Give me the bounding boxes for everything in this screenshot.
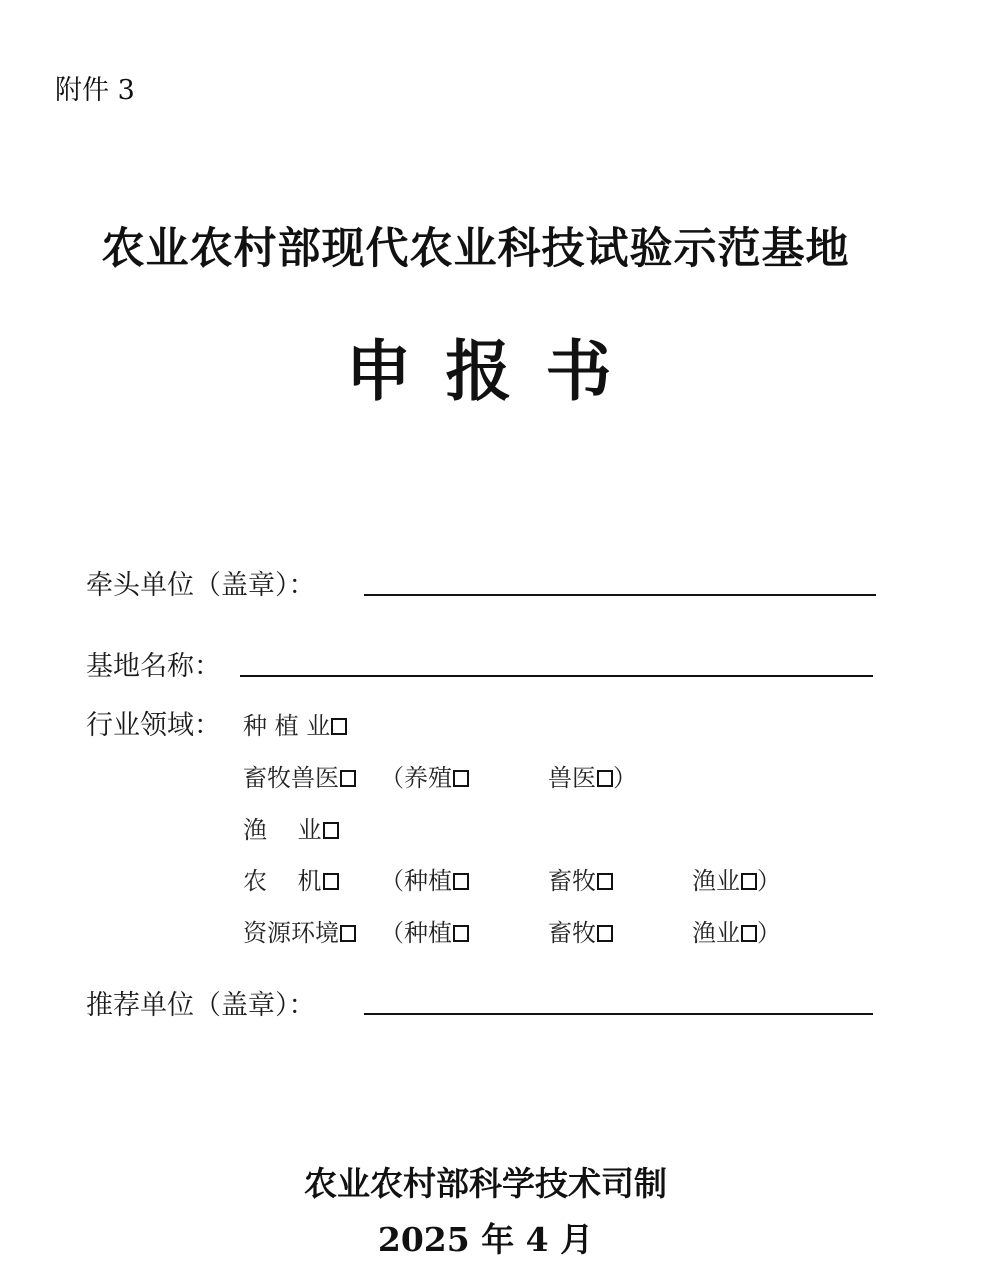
livestock-close-paren: ） xyxy=(613,764,637,792)
fishery-checkbox[interactable] xyxy=(323,822,339,839)
option-resources-env-livestock[interactable] xyxy=(548,913,613,948)
industry-label: 行业领域： xyxy=(86,710,221,741)
agri-machinery-fishery-checkbox[interactable] xyxy=(741,873,757,890)
resources-env-fishery-label: 渔业 xyxy=(692,919,740,947)
document-title: 农业农村部现代农业科技试验示范基地 xyxy=(101,224,850,274)
resources-env-checkbox[interactable] xyxy=(340,925,356,942)
option-livestock-label: 畜牧兽医 xyxy=(243,764,339,792)
attachment-label: 附件 3 xyxy=(55,75,135,106)
planting-checkbox[interactable] xyxy=(331,718,347,735)
option-agri-machinery-label: 农 机 xyxy=(243,867,322,895)
resources-env-fishery-checkbox[interactable] xyxy=(741,925,757,942)
agri-machinery-fishery-label: 渔业 xyxy=(692,867,740,895)
lead-unit-field[interactable] xyxy=(364,594,876,596)
agri-machinery-livestock-checkbox[interactable] xyxy=(597,873,613,890)
recommend-unit-field[interactable] xyxy=(364,1013,873,1015)
resources-env-close-paren: ） xyxy=(757,919,781,947)
option-resources-env-planting[interactable] xyxy=(380,913,469,948)
recommend-unit-label: 推荐单位（盖章）： xyxy=(86,990,316,1021)
lead-unit-label: 牵头单位（盖章）： xyxy=(86,570,316,601)
option-agri-machinery-planting[interactable] xyxy=(380,861,469,896)
option-fishery-label: 渔 业 xyxy=(243,816,322,844)
issuer-line: 农业农村部科学技术司制 xyxy=(304,1164,667,1203)
base-name-label: 基地名称： xyxy=(86,651,221,682)
option-planting[interactable] xyxy=(243,706,347,741)
resources-env-planting-checkbox[interactable] xyxy=(453,925,469,942)
option-agri-machinery-fishery[interactable] xyxy=(692,861,781,896)
option-fishery[interactable] xyxy=(243,810,339,845)
option-agri-machinery[interactable] xyxy=(243,861,339,896)
agri-machinery-planting-checkbox[interactable] xyxy=(453,873,469,890)
agri-machinery-close-paren: ） xyxy=(757,867,781,895)
resources-env-livestock-label: 畜牧 xyxy=(548,919,596,947)
option-livestock-breeding[interactable] xyxy=(380,758,469,793)
option-resources-env-fishery[interactable] xyxy=(692,913,781,948)
livestock-breeding-label: （养殖 xyxy=(380,764,452,792)
agri-machinery-livestock-label: 畜牧 xyxy=(548,867,596,895)
livestock-breeding-checkbox[interactable] xyxy=(453,770,469,787)
agri-machinery-checkbox[interactable] xyxy=(323,873,339,890)
base-name-field[interactable] xyxy=(240,675,873,677)
option-resources-env[interactable] xyxy=(243,913,356,948)
option-resources-env-label: 资源环境 xyxy=(243,919,339,947)
option-agri-machinery-livestock[interactable] xyxy=(548,861,613,896)
vet-sub-checkbox[interactable] xyxy=(597,770,613,787)
resources-env-livestock-checkbox[interactable] xyxy=(597,925,613,942)
option-planting-label: 种 植 业 xyxy=(243,712,331,740)
agri-machinery-planting-label: （种植 xyxy=(380,867,452,895)
option-livestock-vet[interactable] xyxy=(243,758,356,793)
option-livestock-vet-sub[interactable] xyxy=(548,758,637,793)
livestock-vet-checkbox[interactable] xyxy=(340,770,356,787)
date-line: 2025 年 4 月 xyxy=(377,1220,594,1259)
document-subtitle: 申报书 xyxy=(345,333,646,410)
vet-sub-label: 兽医 xyxy=(548,764,596,792)
resources-env-planting-label: （种植 xyxy=(380,919,452,947)
